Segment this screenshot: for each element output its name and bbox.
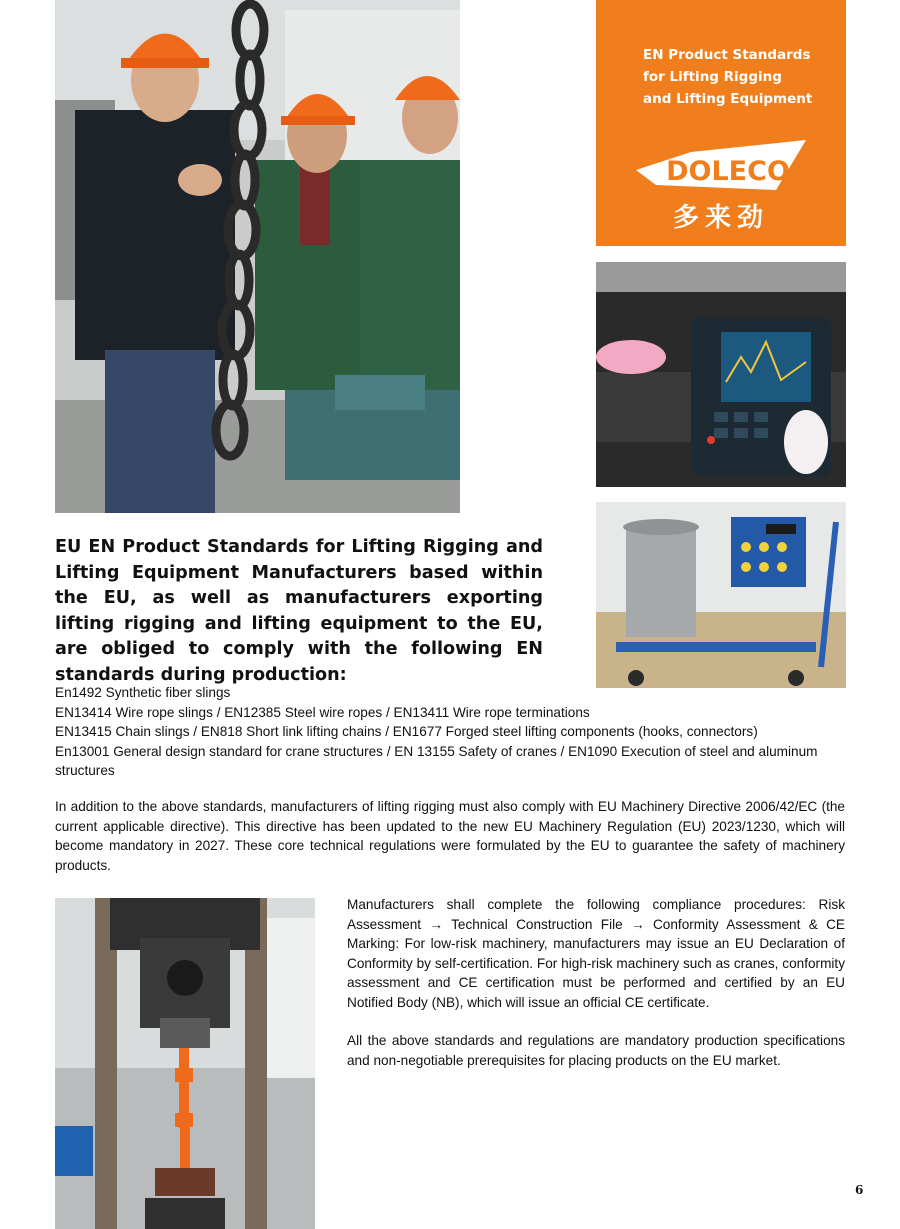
list-item: EN13414 Wire rope slings / EN12385 Steel wire ropes / EN13411 Wire rope terminations: [55, 704, 590, 720]
doleco-logo: [636, 140, 806, 200]
tensile-test-photo: [55, 898, 315, 1229]
testing-cart-photo: [596, 502, 846, 688]
svg-text:DOLECO: DOLECO: [666, 156, 790, 187]
list-item: En1492 Synthetic fiber slings: [55, 685, 231, 700]
brand-chinese-name: 多来劲: [672, 203, 769, 233]
standards-list: [55, 683, 847, 781]
brand-block: [596, 0, 846, 246]
mandatory-paragraph: All the above standards and regulations are mandatory production specifications and non-negotiable prerequisites for placing products on the EU market.: [347, 1033, 845, 1068]
page-number: 6: [855, 1183, 864, 1197]
section-heading: EU EN Product Standards for Lifting Rigging and Lifting Equipment Manufacturers based within the EU, as well as manufacturers exporting lifting rigging and lifting equipment to the EU, are obliged to comply with the following EN standards during production:: [55, 537, 543, 685]
list-item: En13001 General design standard for crane structures / EN 13155 Safety of cranes / EN1090 Execution of steel and aluminum structures: [55, 743, 818, 779]
flaw-detector-photo: [596, 262, 846, 487]
workers-chain-photo: [55, 0, 460, 513]
directive-paragraph: In addition to the above standards, manufacturers of lifting rigging must also comply with EU Machinery Directive 2006/42/EC (the current applicable directive). This directive has been updated to the new EU Machinery Regulation (EU) 2023/1230, which will become mandatory in 2027. These core technical regulations were formulated by the EU to guarantee the safety of machinery products.: [55, 799, 845, 873]
list-item: EN13415 Chain slings / EN818 Short link lifting chains / EN1677 Forged steel lifting components (hooks, connectors): [55, 724, 758, 740]
compliance-paragraph: Manufacturers shall complete the following compliance procedures: Risk Assessment → Technical Construction File → Conformity Assessment & CE Marking: For low-risk machinery, manufacturers may issue an EU Declaration of Conformity by self-certification. For high-risk machinery such as cranes, conformity assessment and CE certification must be performed and certified by an EU Notified Body (NB), which will issue an official CE certificate.: [347, 897, 845, 1010]
brand-title: EN Product Standards for Lifting Rigging and Lifting Equipment: [643, 47, 813, 107]
